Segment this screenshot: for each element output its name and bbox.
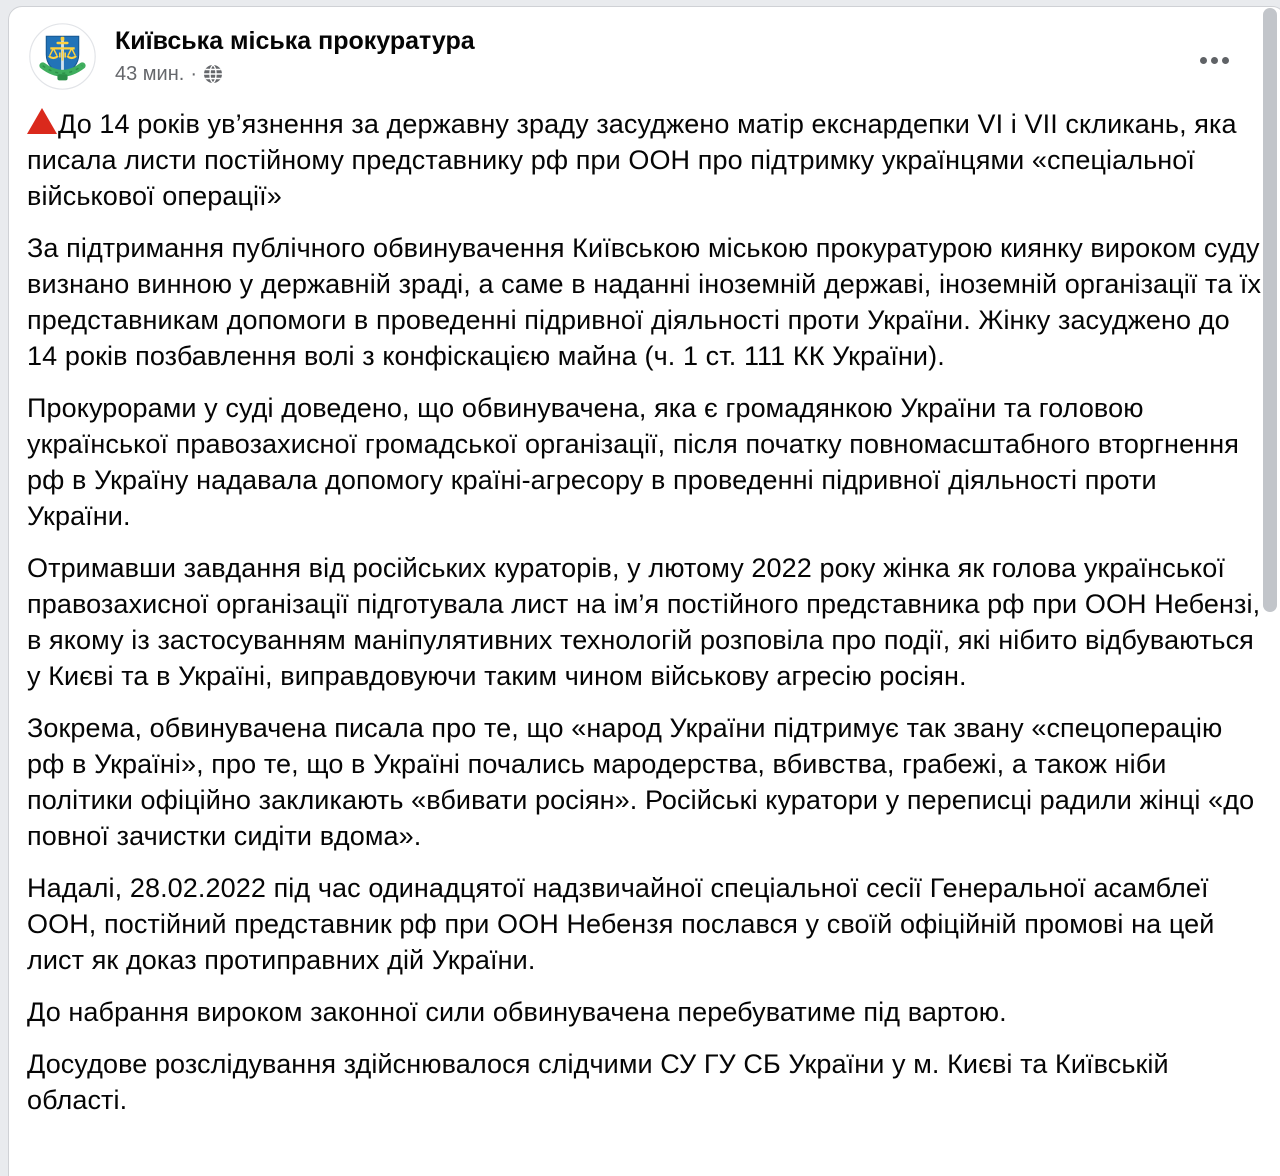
post-header [9, 7, 1280, 90]
post-body [9, 90, 1280, 1144]
post-timestamp[interactable]: 43 мин. [115, 63, 185, 85]
post-paragraph: Зокрема, обвинувачена писала про те, що «народ України підтримує так звану «спецоперацію рф в Україні», про те, що в Україні почались мародерства, вбивства, грабежі, а також ніби політики офіційно закликають «вбивати росіян». Російські куратори у переписці радили жінці «до повної зачистки сидіти вдома». [27, 713, 1255, 851]
ellipsis-dot [1211, 57, 1218, 64]
post-paragraph: Надалі, 28.02.2022 під час одинадцятої надзвичайної спеціальної сесії Генеральної асамблеї ООН, постійний представник рф при ООН Небензя послався у своїй офіційній промові на цей лист як доказ протиправних дій України. [27, 873, 1215, 975]
post-card [8, 6, 1280, 1176]
post-meta [115, 62, 475, 86]
globe-icon [203, 64, 223, 84]
meta-separator: · [190, 63, 197, 85]
paragraph-text: До 14 років ув’язнення за державну зраду засуджено матір екснардепки VI і VII скликань, яка писала листи постійному представнику рф при ООН про підтримку українцями «спеціальної військової операції» [27, 109, 1237, 211]
avatar[interactable] [29, 23, 96, 90]
post-paragraph: Прокурорами у суді доведено, що обвинувачена, яка є громадянкою України та головою української правозахисної громадської організації, після початку повномасштабного вторгнення рф в Україну надавала допомогу країні-агресору в проведенні підривної діяльності проти України. [27, 393, 1239, 531]
post-paragraph: За підтримання публічного обвинувачення Київською міською прокуратурою киянку вироком суду визнано винною у державній зраді, а саме в наданні іноземній державі, іноземній організації та їх представникам допомоги в проведенні підривної діяльності проти України. Жінку засуджено до 14 років позбавлення волі з конфіскацією майна (ч. 1 ст. 111 КК України). [27, 233, 1262, 371]
red-triangle-icon [27, 108, 57, 134]
post-paragraph [27, 106, 1265, 214]
more-options-button[interactable] [1194, 51, 1235, 70]
vertical-scrollbar-thumb[interactable] [1263, 8, 1277, 612]
post-header-text [115, 23, 475, 86]
ellipsis-dot [1222, 57, 1229, 64]
post-paragraph: Досудове розслідування здійснювалося слідчими СУ ГУ СБ України у м. Києві та Київській області. [27, 1049, 1169, 1115]
ellipsis-dot [1200, 57, 1207, 64]
page-name-link[interactable]: Київська міська прокуратура [115, 27, 475, 55]
post-paragraph: Отримавши завдання від російських кураторів, у лютому 2022 року жінка як голова української правозахисної організації підготувала лист на ім’я постійного представника рф при ООН Небензі, в якому із застосуванням маніпулятивних технологій розповіла про події, які нібито відбуваються у Києві та в Україні, виправдовуючи таким чином військову агресію росіян. [27, 553, 1261, 691]
post-paragraph: До набрання вироком законної сили обвинувачена перебуватиме під вартою. [27, 997, 1007, 1027]
